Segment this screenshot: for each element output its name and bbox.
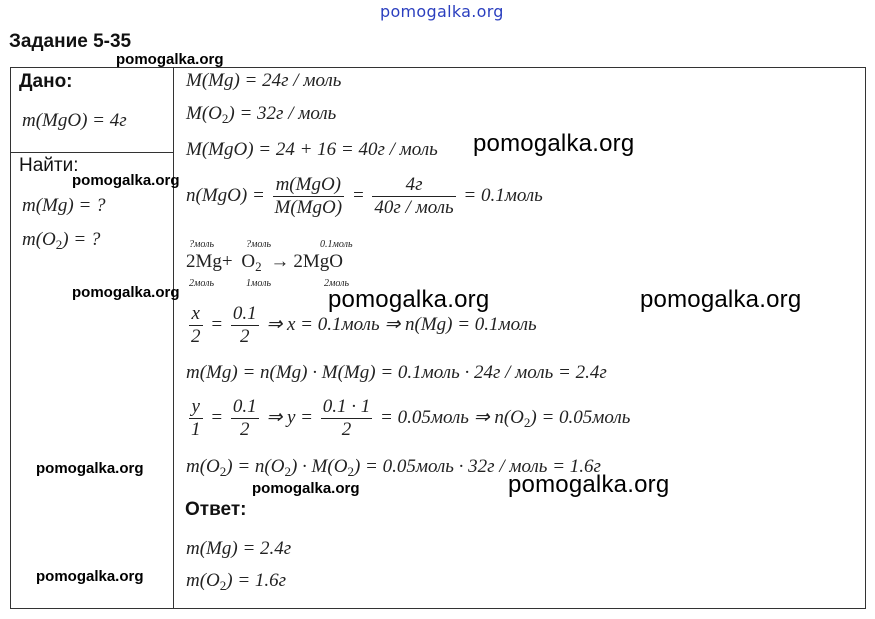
eq-below-mgo: 2моль: [324, 278, 350, 289]
eq-above-mg: ?моль: [189, 239, 215, 250]
mass-o2-calculation: $m(O_2) = n(O_2) \cdot M(O_2)$ = 0.05моль · 32г / моль = 1.6г: [186, 456, 601, 479]
find-title: Найти:: [19, 155, 79, 176]
watermark: pomogalka.org: [72, 284, 180, 301]
molar-mass-mg: M(Mg) = 24г / моль: [186, 70, 342, 91]
molar-mass-o2: $M(O_2) = 32г$ / моль: [186, 103, 337, 126]
fraction-mass-over-molar: $\frac{\text{m(MgO)}}{\text{M(MgO)}}$: [274, 174, 343, 218]
watermark: pomogalka.org: [116, 51, 224, 68]
find-mass-o2: $m(O_2)$ = ?: [22, 229, 101, 252]
watermark: pomogalka.org: [640, 286, 802, 313]
eq-below-o2: 1моль: [246, 278, 272, 289]
answer-title: Ответ:: [185, 499, 247, 520]
proportion-o2: $\frac{y}{1}$ = $\frac{0.1}{2}$ ⇒ y = $\frac{0.1 \cdot 1}{2}$ = 0.05моль ⇒ $n(O_2)$ = 0.05моль: [191, 396, 631, 440]
watermark: pomogalka.org: [36, 460, 144, 477]
answer-mass-o2: $m(O_2) = 1.6г$: [186, 570, 287, 593]
watermark: pomogalka.org: [508, 471, 670, 498]
watermark: pomogalka.org: [36, 568, 144, 585]
molar-mass-mgo: M(MgO) = 24 + 16 = 40г / моль: [186, 139, 438, 160]
site-link[interactable]: pomogalka.org: [380, 2, 504, 21]
column-divider: [173, 67, 174, 609]
find-mass-mg: m(Mg) = ?: [22, 195, 106, 216]
eq-below-mg: 2моль: [189, 278, 215, 289]
reaction-equation: $2Mg+ O_2 \to 2MgO$: [186, 251, 343, 274]
moles-mgo-formula: n(MgO) = $\frac{\text{m(MgO)}}{\text{M(MgO)}}$ = $\frac{4г}{\text{40г / моль}}$ = 0.1моль: [186, 174, 543, 218]
watermark: pomogalka.org: [328, 286, 490, 313]
watermark: pomogalka.org: [72, 172, 180, 189]
eq-above-mgo: 0.1моль: [320, 239, 353, 250]
eq-above-o2: ?моль: [246, 239, 272, 250]
given-mass-mgo: m(MgO) = 4г: [22, 110, 127, 131]
row-divider: [10, 152, 174, 153]
mass-mg-calculation: m(Mg) = n(Mg) · M(Mg) = 0.1моль · 24г / моль = 2.4г: [186, 362, 607, 383]
watermark: pomogalka.org: [473, 130, 635, 157]
answer-mass-mg: m(Mg) = 2.4г: [186, 538, 292, 559]
fraction-values: $\frac{4г}{\text{40г / моль}}$: [374, 174, 454, 218]
proportion-mg: $\frac{x}{2}$ = $\frac{0.1}{2}$ ⇒ x = 0.1моль ⇒ n(Mg) = 0.1моль: [191, 303, 537, 347]
task-title: Задание 5-35: [9, 31, 132, 52]
watermark: pomogalka.org: [252, 480, 360, 497]
given-title: Дано:: [19, 71, 73, 92]
